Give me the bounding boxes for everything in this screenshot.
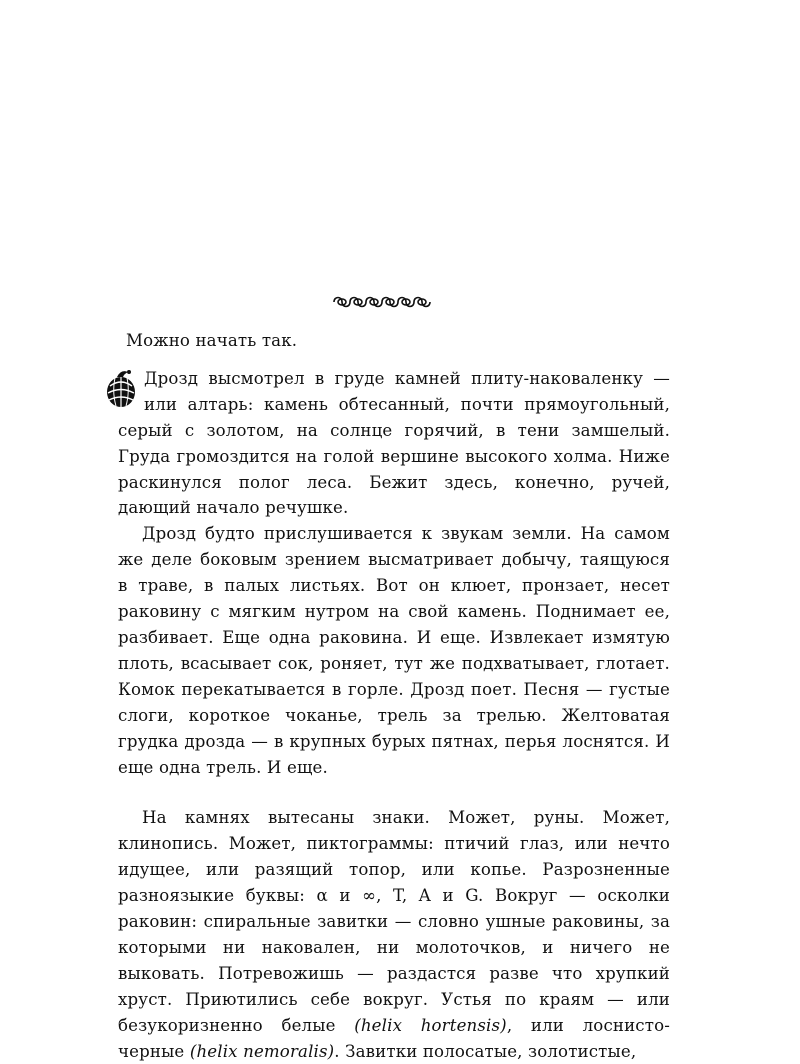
paragraph-3-part-c: . Завитки полосатые, золотистые, bbox=[334, 1041, 637, 1061]
latin-name-helix-hortensis: (helix hortensis) bbox=[354, 1015, 507, 1035]
latin-name-helix-nemoralis: (helix nemoralis) bbox=[189, 1041, 335, 1061]
paragraph-1-text: Дрозд высмотрел в груде камней плиту-наковаленку — или алтарь: камень обтесанный, почти прямоугольный, серый с золотом, на солнце горячий, в тени замшелый. Груда громоздится на голой вершине высокого холма. Ниже раскинулся полог леса. Бежит здесь, конечно, ручей, дающий начало речушке. bbox=[118, 368, 670, 518]
intro-line: Можно начать так. bbox=[126, 331, 298, 350]
ornamental-initial-icon bbox=[104, 368, 138, 410]
paragraph-3-part-b: , или лоснисто-черные bbox=[118, 1015, 670, 1061]
scroll-ornament-icon bbox=[332, 292, 432, 312]
paragraph-3-part-a: На камнях вытесаны знаки. Может, руны. Может, клинопись. Может, пиктограммы: птичий глаз, или нечто идущее, или разящий топор, или копье. Разрозненные разноязыкие буквы: α и ∞, T, A и G. Вокруг — осколки раковин: спиральные завитки — словно ушные раковины, за которыми ни наковален, ни молоточков, и ничего не выковать. Потревожишь — раздастся разве что хрупкий хруст. Приютились себе вокруг. Устья по краям — или безукоризненно белые bbox=[118, 808, 670, 1035]
paragraph-2: Дрозд будто прислушивается к звукам земли. На самом же деле боковым зрением высматривает добычу, таящуюся в траве, в палых листьях. Вот он клюет, пронзает, несет раковину с мягким нутром на свой камень. Поднимает ее, разбивает. Еще одна раковина. И еще. Извлекает измятую плоть, всасывает сок, роняет, тут же подхватывает, глотает. Комок перекатывается в горле. Дрозд поет. Песня — густые слоги, короткое чоканье, трель за трелью. Желтоватая грудка дрозда — в крупных бурых пятнах, перья лоснятся. И еще одна трель. И еще. bbox=[118, 524, 670, 777]
paragraph-1 bbox=[118, 366, 670, 521]
body-text bbox=[118, 328, 670, 1064]
paragraph-3 bbox=[118, 805, 670, 1064]
